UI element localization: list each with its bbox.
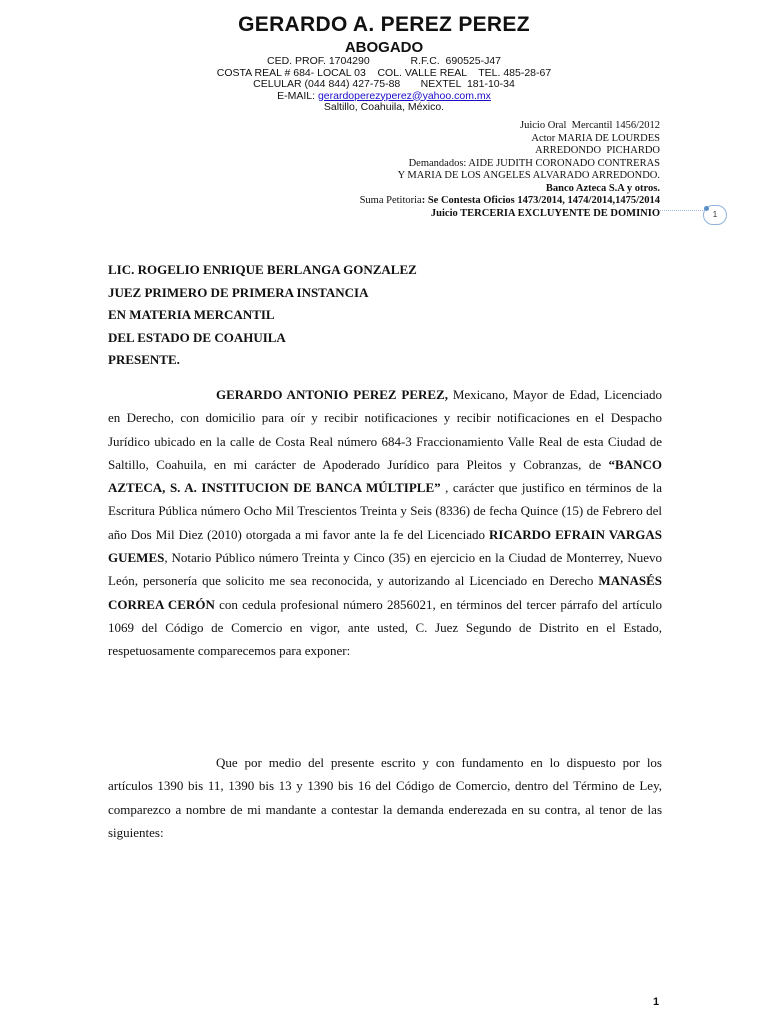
defendants-line-2: Y MARIA DE LOS ANGELES ALVARADO ARREDONDO. — [397, 170, 660, 181]
trial-type: Juicio TERCERIA EXCLUYENTE DE DOMINIO — [430, 207, 660, 219]
judge-state: DEL ESTADO DE COAHUILA — [108, 329, 286, 345]
comment-bubble[interactable]: 1 — [703, 205, 727, 225]
addressee-block — [108, 259, 417, 372]
defendants-line-3: Banco Azteca S.A y otros. — [545, 182, 660, 194]
body-paragraph-1 — [108, 383, 662, 663]
plaintiff-line: Actor MARIA DE LOURDES — [531, 132, 660, 144]
paragraph-text: con cedula profesional número 2856021, en términos del tercer párrafo del artículo 1069 del Código de Comercio en vigor, ante usted, C. Juez Segundo de Distrito en el Estado, respetuosamente comparecemos para exponer: — [108, 596, 662, 659]
credentials-line: CED. PROF. 1704290 R.F.C. 690525-J47 — [266, 55, 502, 67]
petition-value: : Se Contesta Oficios 1473/2014, 1474/2014,1475/2014 — [421, 195, 660, 206]
notary-name: RICARDO EFRAIN VARGAS GUEMES — [108, 526, 662, 566]
body-paragraph-2: Que por medio del presente escrito y con fundamento en lo dispuesto por los artículos 1390 bis 11, 1390 bis 13 y 1390 bis 16 del Código de Comercio, dentro del Término de Ley, comparezco a nombre de mi mandante a contestar la demanda enderezada en su contra, al tenor de las siguientes: — [108, 755, 662, 840]
email-label: E-MAIL: — [277, 89, 318, 102]
comment-dot-icon — [704, 206, 709, 211]
paragraph-text: , carácter que justifico en términos de la Escritura Pública número Ocho Mil Trescientos Treinta y Seis (8336) de fecha Quince (15) de Febrero del año Dos Mil Diez (2010) otorgada a mi favor ante la fe del Licenciado — [108, 480, 662, 542]
judge-court: JUEZ PRIMERO DE PRIMERA INSTANCIA — [108, 284, 369, 300]
address-line: COSTA REAL # 684- LOCAL 03 COL. VALLE REAL TEL. 485-28-67 — [216, 66, 552, 79]
attorney-title: ABOGADO — [344, 39, 424, 56]
letterhead — [0, 12, 768, 114]
appearing-attorney-name: GERARDO ANTONIO PEREZ PEREZ, — [216, 387, 449, 402]
phone-line: CELULAR (044 844) 427-75-88 NEXTEL 181-10-34 — [253, 78, 515, 90]
email-link[interactable]: gerardoperezyperez@yahoo.com.mx — [317, 89, 491, 102]
city-line: Saltillo, Coahuila, México. — [323, 101, 445, 113]
attorney-name: GERARDO A. PEREZ PEREZ — [238, 13, 530, 36]
comment-connector — [660, 210, 703, 211]
judge-matter: EN MATERIA MERCANTIL — [108, 307, 275, 322]
defendants-line: Demandados: AIDE JUDITH CORONADO CONTRERAS — [408, 157, 660, 169]
authorized-attorney-name: MANASÉS CORREA CERÓN — [108, 573, 662, 612]
paragraph-text: Mexicano, Mayor de Edad, Licenciado en Derecho, con domicilio para oír y recibir notificaciones y recibir notificaciones en el Despacho Jurídico ubicado en la calle de Costa Real número 684-3 Fraccionamiento Valle Real de esta Ciudad de Saltillo, Coahuila, en mi carácter de Apoderado Jurídico para Pleitos y Cobranzas, de — [108, 387, 662, 472]
plaintiff-surname-line: ARREDONDO PICHARDO — [535, 145, 660, 156]
presente-line: PRESENTE. — [108, 352, 180, 367]
petition-label: Suma Petitoria — [359, 195, 422, 206]
case-number: Juicio Oral Mercantil 1456/2012 — [520, 120, 660, 131]
judge-name: LIC. ROGELIO ENRIQUE BERLANGA GONZALEZ — [108, 262, 417, 277]
petition-summary — [360, 195, 660, 208]
paragraph-text: , Notario Público número Treinta y Cinco (35) en ejercicio en la Ciudad de Monterrey, Nuevo León, personería que solicito me sea reconocida, y autorizando al Licenciado en Derecho — [108, 550, 662, 589]
page-number: 1 — [653, 996, 660, 1008]
case-details — [360, 120, 660, 220]
client-name: “BANCO AZTECA, S. A. INSTITUCION DE BANCA MÚLTIPLE” — [108, 456, 662, 496]
